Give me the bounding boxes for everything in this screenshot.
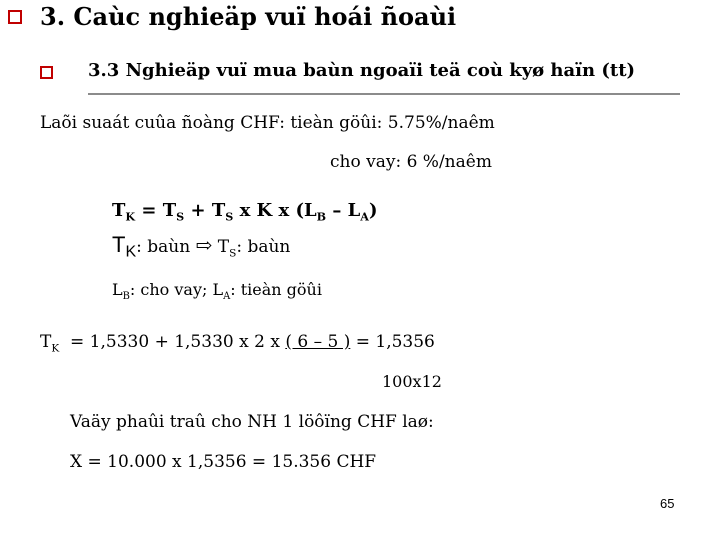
page-number: 65 [660, 496, 675, 511]
calc-line: $T_K = 1,5330 + 1,5330$ x 2 x ( 6 – 5 ) = 1,5356 [40, 332, 435, 355]
rate-line-loan: cho vay: 6 %/naêm [330, 152, 492, 172]
calc-denominator: 100x12 [382, 372, 442, 391]
title-bullet-square [8, 10, 22, 24]
calc-numerator: ( 6 – 5 ) [285, 332, 351, 352]
slide-title: 3. Caùc nghieäp vuï hoái ñoaùi [40, 2, 457, 31]
legend-interest: $L_B$: cho vay; $L_A$: tieàn göûi [112, 280, 322, 303]
legend-tk: $T_K$: baùn ⇨ $T_S$: baùn [112, 232, 291, 261]
slide-subtitle: 3.3 Nghieäp vuï mua baùn ngoaïi teä coù kyø haïn (tt) [88, 60, 636, 81]
title-divider [88, 93, 680, 95]
conclusion-text: Vaäy phaûi traû cho NH 1 löôïng CHF laø: [70, 412, 434, 432]
right-arrow-icon: ⇨ [195, 233, 213, 257]
forward-rate-formula: $T_K = T_S + T_S$ x K x $(L_B - L_A)$ [112, 200, 378, 224]
rate-line-deposit: Laõi suaát cuûa ñoàng CHF: tieàn göûi: 5.75%/naêm [40, 113, 495, 133]
final-result: X = 10.000 x 1,5356 = 15.356 CHF [70, 452, 377, 472]
subtitle-bullet-square [40, 66, 53, 79]
